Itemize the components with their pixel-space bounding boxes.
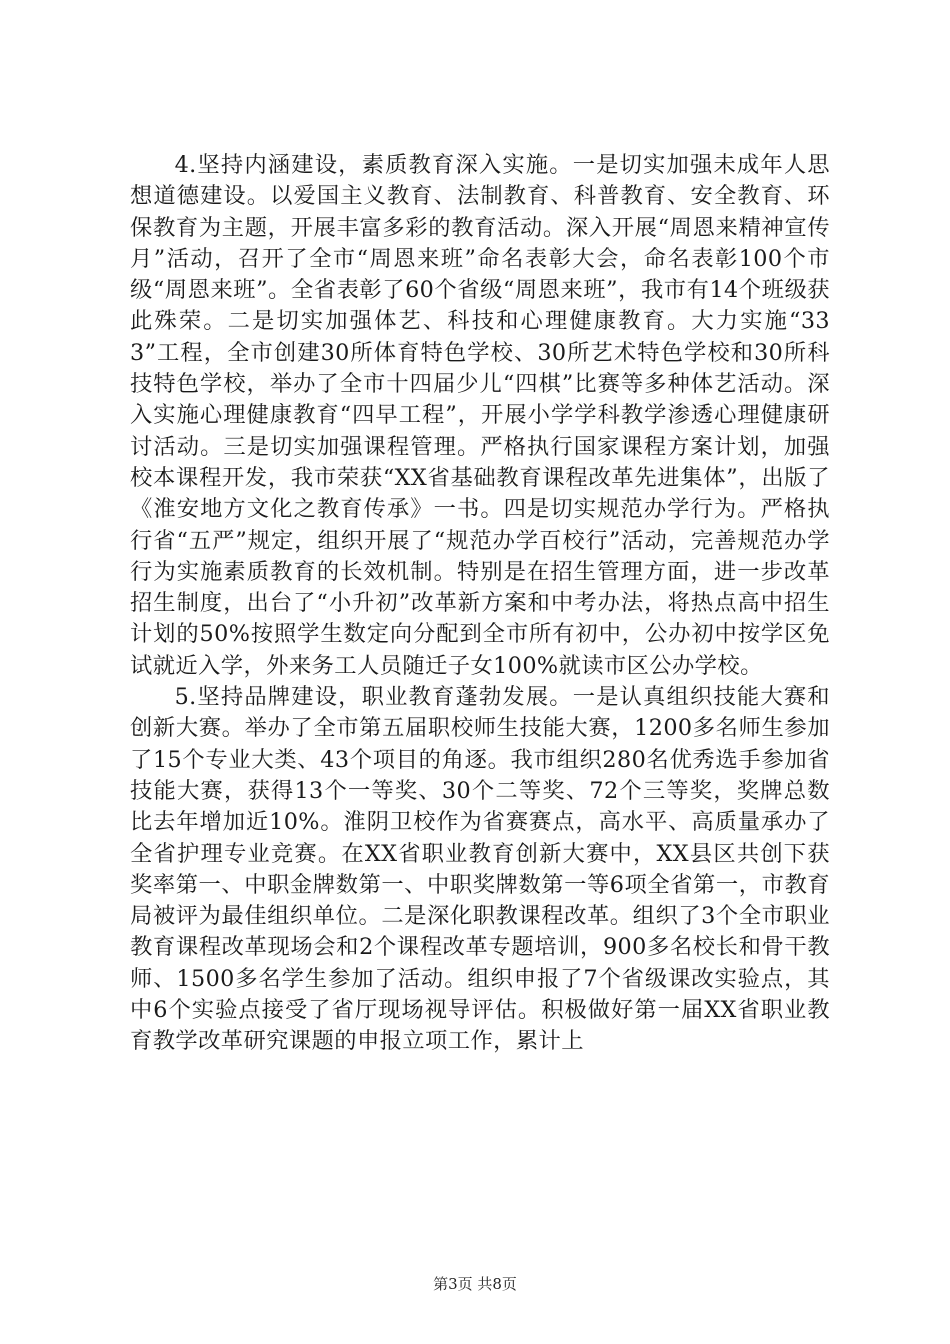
document-body xyxy=(130,150,830,1058)
page-number: 第3页 共8页 xyxy=(433,1275,517,1293)
paragraph-vocational-education: 5.坚持品牌建设，职业教育蓬勃发展。一是认真组织技能大赛和创新大赛。举办了全市第五届职校师生技能大赛，1200多名师生参加了15个专业大类、43个项目的角逐。我市组织280名优秀选手参加省技能大赛，获得13个一等奖、30个二等奖、72个三等奖，奖牌总数比去年增加近10%。淮阴卫校作为省赛赛点，高水平、高质量承办了全省护理专业竞赛。在XX省职业教育创新大赛中，XX县区共创下获奖率第一、中职金牌数第一、中职奖牌数第一等6项全省第一，市教育局被评为最佳组织单位。二是深化职教课程改革。组织了3个全市职业教育课程改革现场会和2个课程改革专题培训，900多名校长和骨干教师、1500多名学生参加了活动。组织申报了7个省级课改实验点，其中6个实验点接受了省厅现场视导评估。积极做好第一届XX省职业教育教学改革研究课题的申报立项工作，累计上 xyxy=(130,684,830,1055)
paragraph-basic-education: 4.坚持内涵建设，素质教育深入实施。一是切实加强未成年人思想道德建设。以爱国主义教育、法制教育、科普教育、安全教育、环保教育为主题，开展丰富多彩的教育活动。深入开展“周恩来精神宣传月”活动，召开了全市“周恩来班”命名表彰大会，命名表彰100个市级“周恩来班”。全省表彰了60个省级“周恩来班”，我市有14个班级获此殊荣。二是切实加强体艺、科技和心理健康教育。大力实施“333”工程，全市创建30所体育特色学校、30所艺术特色学校和30所科技特色学校，举办了全市十四届少儿“四棋”比赛等多种体艺活动。深入实施心理健康教育“四早工程”，开展小学学科教学渗透心理健康研讨活动。三是切实加强课程管理。严格执行国家课程方案计划，加强校本课程开发，我市荣获“XX省基础教育课程改革先进集体”，出版了《淮安地方文化之教育传承》一书。四是切实规范办学行为。严格执行省“五严”规定，组织开展了“规范办学百校行”活动，完善规范办学行为实施素质教育的长效机制。特别是在招生管理方面，进一步改革招生制度，出台了“小升初”改革新方案和中考办法，将热点高中招生计划的50%按照学生数定向分配到全市所有初中，公办初中按学区免试就近入学，外来务工人员随迁子女100%就读市区公办学校。 xyxy=(130,152,830,679)
page-footer xyxy=(0,1274,950,1294)
